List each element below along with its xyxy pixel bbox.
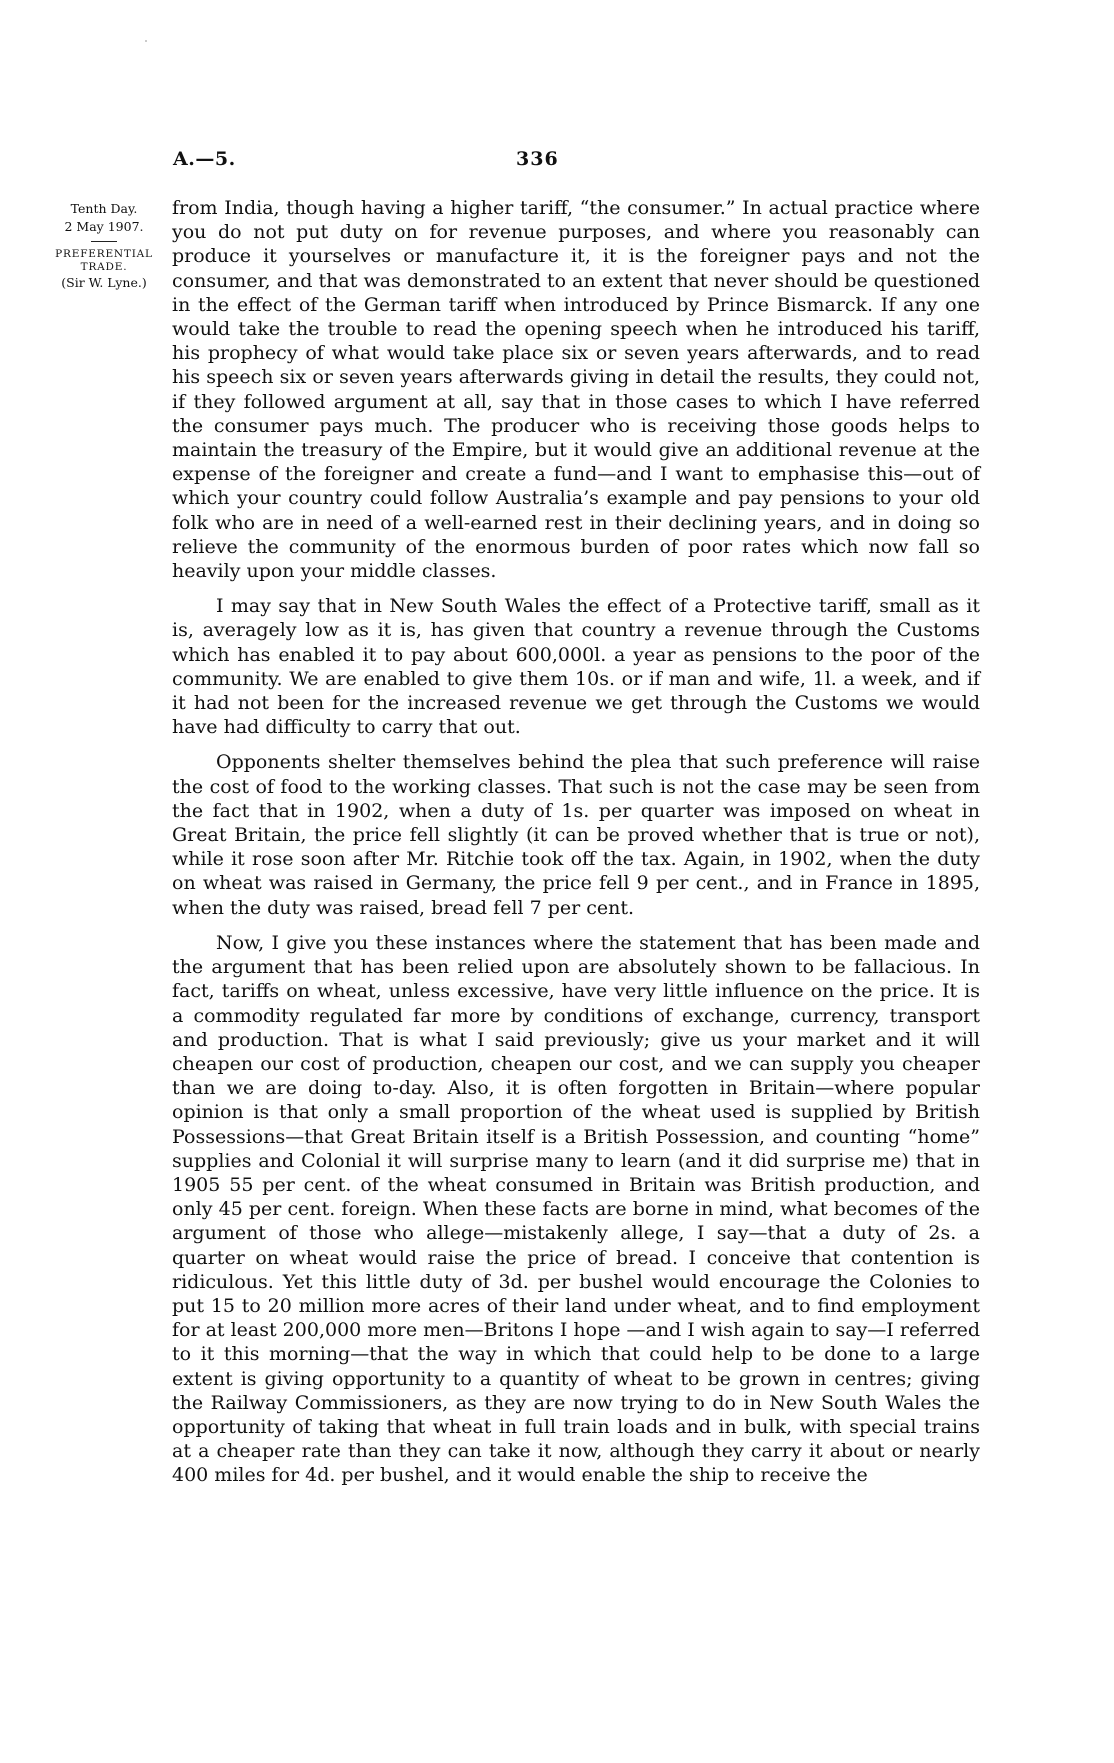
- paragraph-3: Opponents shelter themselves behind the plea that such preference will raise the cost of food to the working classes. That such is not the case may be seen from the fact that in 1902, when a duty of 1s. per quarter was imposed on wheat in Great Britain, the price fell slightly (it can be proved whether that is true or not), while it rose soon after Mr. Ritchie took off the tax. Again, in 1902, when the duty on wheat was raised in Germany, the price fell 9 per cent., and in France in 1895, when the duty was raised, bread fell 7 per cent.: [172, 751, 980, 919]
- margin-rule: [91, 241, 117, 242]
- paragraph-4: Now, I give you these instances where the statement that has been made and the argument that has been relied upon are absolutely shown to be fallacious. In fact, tariffs on wheat, unless excessive, have very little influence on the price. It is a commodity regulated far more by conditions of exchange, currency, transport and production. That is what I said previously; give us your market and it will cheapen our cost of production, cheapen our cost, and we can supply you cheaper than we are doing to-day. Also, it is often forgotten in Britain—where popular opinion is that only a small proportion of the wheat used is supplied by British Possessions—that Great Britain itself is a British Possession, and counting “home” supplies and Colonial it will surprise many to learn (and it did surprise me) that in 1905 55 per cent. of the wheat consumed in Britain was British production, and only 45 per cent. foreign. When these facts are borne in mind, what becomes of the argument of those who allege—mistakenly allege, I say—that a duty of 2s. a quarter on wheat would raise the price of bread. I conceive that contention is ridiculous. Yet this little duty of 3d. per bushel would encourage the Colonies to put 15 to 20 million more acres of their land under wheat, and to find employment for at least 200,000 more men—Britons I hope —and I wish again to say—I referred to it this morning—that the way in which that could help to be done to a large extent is giving opportunity to a quantity of wheat to be grown in centres; giving the Railway Commissioners, as they are now trying to do in New South Wales the opportunity of taking that wheat in full train loads and in bulk, with special trains at a cheaper rate than they can take it now, although they carry it about or nearly 400 miles for 4d. per bushel, and it would enable the ship to receive the: [172, 931, 980, 1487]
- margin-day: Tenth Day.: [70, 201, 138, 216]
- margin-speaker: (Sir W. Lyne.): [61, 275, 147, 290]
- margin-topic-line2: TRADE.: [80, 261, 128, 273]
- margin-note: [44, 200, 164, 292]
- page-number: 336: [516, 148, 559, 170]
- paragraph-1: from India, though having a higher tariff, “the consumer.” In actual practice where you do not put duty on for revenue purposes, and where you reasonably can produce it yourselves or manufacture it, it is the foreigner pays and not the consumer, and that was demonstrated to an extent that never should be questioned in the effect of the German tariff when introduced by Prince Bismarck. If any one would take the trouble to read the opening speech when he introduced his tariff, his prophecy of what would take place six or seven years afterwards, and to read his speech six or seven years afterwards giving in detail the results, they could not, if they followed argument at all, say that in those cases to which I have referred the consumer pays much. The producer who is receiving those goods helps to maintain the treasury of the Empire, but it would give an additional revenue at the expense of the foreigner and create a fund—and I want to emphasise this—out of which your country could follow Australia’s example and pay pensions to your old folk who are in need of a well-earned rest in their declining years, and in doing so relieve the community of the enormous burden of poor rates which now fall so heavily upon your middle classes.: [172, 197, 980, 583]
- margin-date: 2 May 1907.: [64, 219, 144, 234]
- scan-speck: [145, 40, 147, 42]
- body-text: [172, 196, 980, 1499]
- document-code: A.—5.: [173, 148, 236, 170]
- paragraph-2: I may say that in New South Wales the effect of a Protective tariff, small as it is, averagely low as it is, has given that country a revenue through the Customs which has enabled it to pay about 600,000l. a year as pensions to the poor of the community. We are enabled to give them 10s. or if man and wife, 1l. a week, and if it had not been for the increased revenue we get through the Customs we would have had difficulty to carry that out.: [172, 595, 980, 739]
- margin-topic-line1: PREFERENTIAL: [55, 248, 153, 260]
